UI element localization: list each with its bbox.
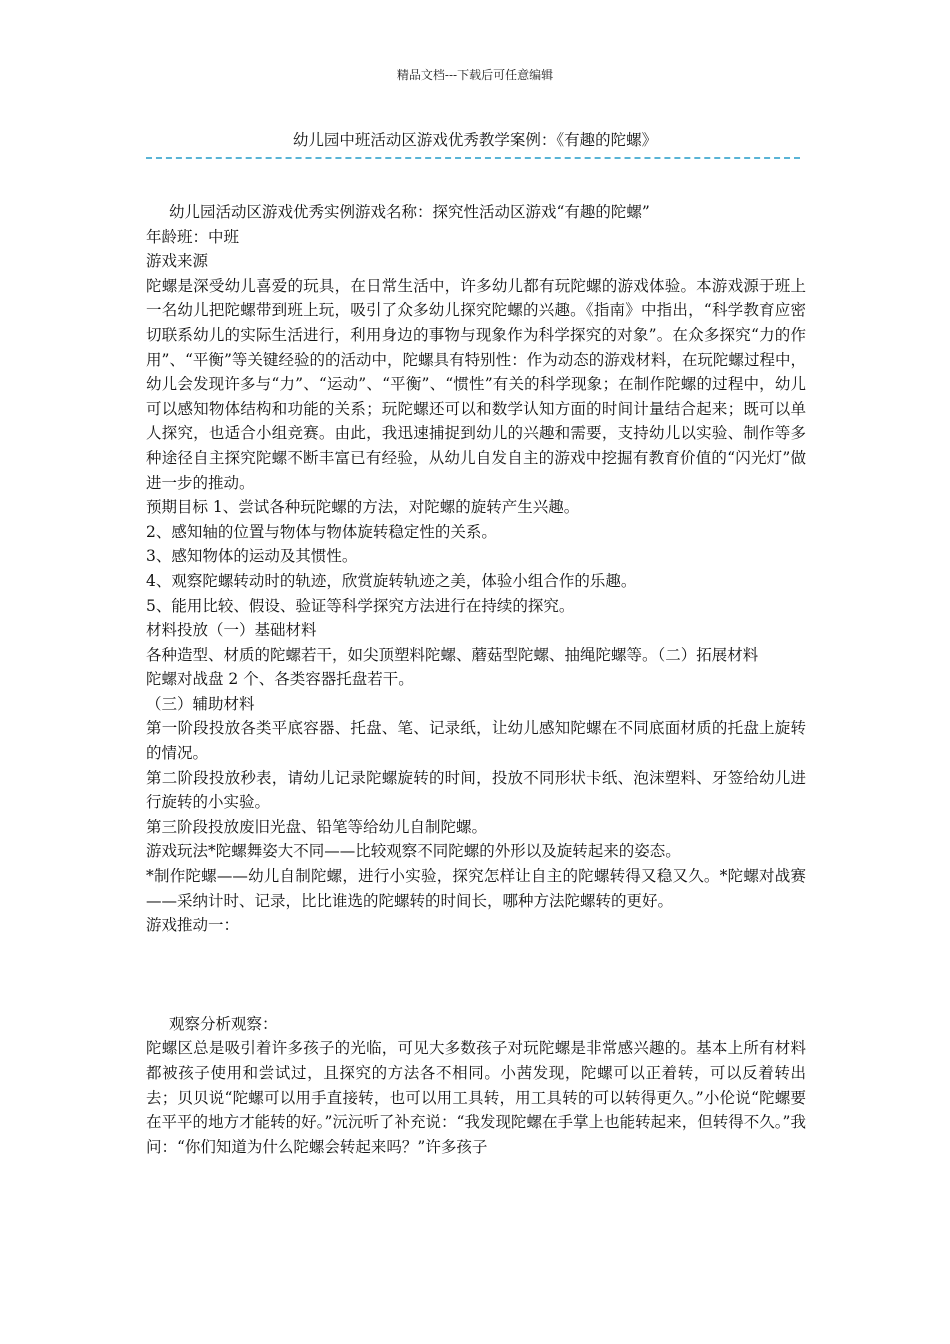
- body-section-top: [146, 200, 806, 938]
- body-paragraph: 游戏来源: [146, 252, 209, 271]
- body-paragraph: （三）辅助材料: [146, 694, 255, 713]
- document-body: [146, 200, 806, 1159]
- body-paragraph: 陀螺是深受幼儿喜爱的玩具，在日常生活中，许多幼儿都有玩陀螺的游戏体验。本游戏源于班上一名幼儿把陀螺带到班上玩，吸引了众多幼儿探究陀螺的兴趣。《指南》中指出，“科学教育应密切联系幼儿的实际生活进行，利用身边的事物与现象作为科学探究的对象”。在众多探究“力的作用”、“平衡”等关键经验的的活动中，陀螺具有特别性：作为动态的游戏材料，在玩陀螺过程中，幼儿会发现许多与“力”、“运动”、“平衡”、“惯性”有关的科学现象；在制作陀螺的过程中，幼儿可以感知物体结构和功能的关系；玩陀螺还可以和数学认知方面的时间计量结合起来；既可以单人探究，也适合小组竞赛。由此，我迅速捕捉到幼儿的兴趣和需要，支持幼儿以实验、制作等多种途径自主探究陀螺不断丰富已有经验，从幼儿自发自主的游戏中挖掘有教育价值的“闪光灯”做进一步的推动。: [146, 276, 806, 492]
- body-paragraph: 陀螺区总是吸引着许多孩子的光临，可见大多数孩子对玩陀螺是非常感兴趣的。基本上所有材料都被孩子使用和尝试过，且探究的方法各不相同。小茜发现，陀螺可以正着转，可以反着转出去；贝贝说“陀螺可以用手直接转，也可以用工具转，用工具转的可以转得更久。”小伦说“陀螺要在平平的地方才能转的好。”沅沅听了补充说：“我发现陀螺在手掌上也能转起来，但转得不久。”我问：“你们知道为什么陀螺会转起来吗？”许多孩子: [146, 1039, 806, 1156]
- body-paragraph: 2、感知轴的位置与物体与物体旋转稳定性的关系。: [146, 522, 497, 541]
- document-title: 幼儿园中班活动区游戏优秀教学案例：《有趣的陀螺》: [292, 131, 658, 149]
- body-paragraph: 预期目标 1、尝试各种玩陀螺的方法，对陀螺的旋转产生兴趣。: [146, 498, 580, 517]
- body-paragraph: 年龄班：中班: [146, 227, 240, 246]
- body-paragraph: 幼儿园活动区游戏优秀实例游戏名称：探究性活动区游戏“有趣的陀螺”: [169, 203, 650, 221]
- body-paragraph: 游戏推动一：: [146, 916, 240, 935]
- body-paragraph: 第一阶段投放各类平底容器、托盘、笔、记录纸，让幼儿感知陀螺在不同底面材质的托盘上旋转的情况。: [146, 719, 806, 763]
- body-paragraph: 4、观察陀螺转动时的轨迹，欣赏旋转轨迹之美，体验小组合作的乐趣。: [146, 571, 637, 590]
- body-paragraph: 第二阶段投放秒表，请幼儿记录陀螺旋转的时间，投放不同形状卡纸、泡沫塑料、牙签给幼儿进行旋转的小实验。: [146, 768, 806, 812]
- body-section-bottom: [146, 1012, 806, 1160]
- body-paragraph: *制作陀螺——幼儿自制陀螺，进行小实验，探究怎样让自主的陀螺转得又稳又久。*陀螺对战赛——采纳计时、记录，比比谁选的陀螺转的时间长，哪种方法陀螺转的更好。: [146, 867, 806, 910]
- page-header-note: 精品文档---下载后可任意编辑: [396, 68, 554, 82]
- body-paragraph: 5、能用比较、假设、验证等科学探究方法进行在持续的探究。: [146, 596, 575, 615]
- image-gap: [146, 938, 806, 1012]
- body-paragraph: 观察分析观察：: [169, 1014, 278, 1033]
- title-divider: [146, 157, 800, 159]
- body-paragraph: 游戏玩法*陀螺舞姿大不同——比较观察不同陀螺的外形以及旋转起来的姿态。: [146, 842, 681, 861]
- body-paragraph: 3、感知物体的运动及其惯性。: [146, 547, 358, 566]
- body-paragraph: 材料投放（一）基础材料: [146, 621, 317, 640]
- body-paragraph: 陀螺对战盘 2 个、各类容器托盘若干。: [146, 670, 414, 689]
- body-paragraph: 各种造型、材质的陀螺若干，如尖顶塑料陀螺、蘑菇型陀螺、抽绳陀螺等。（二）拓展材料: [146, 645, 759, 664]
- body-paragraph: 第三阶段投放废旧光盘、铅笔等给幼儿自制陀螺。: [146, 817, 488, 836]
